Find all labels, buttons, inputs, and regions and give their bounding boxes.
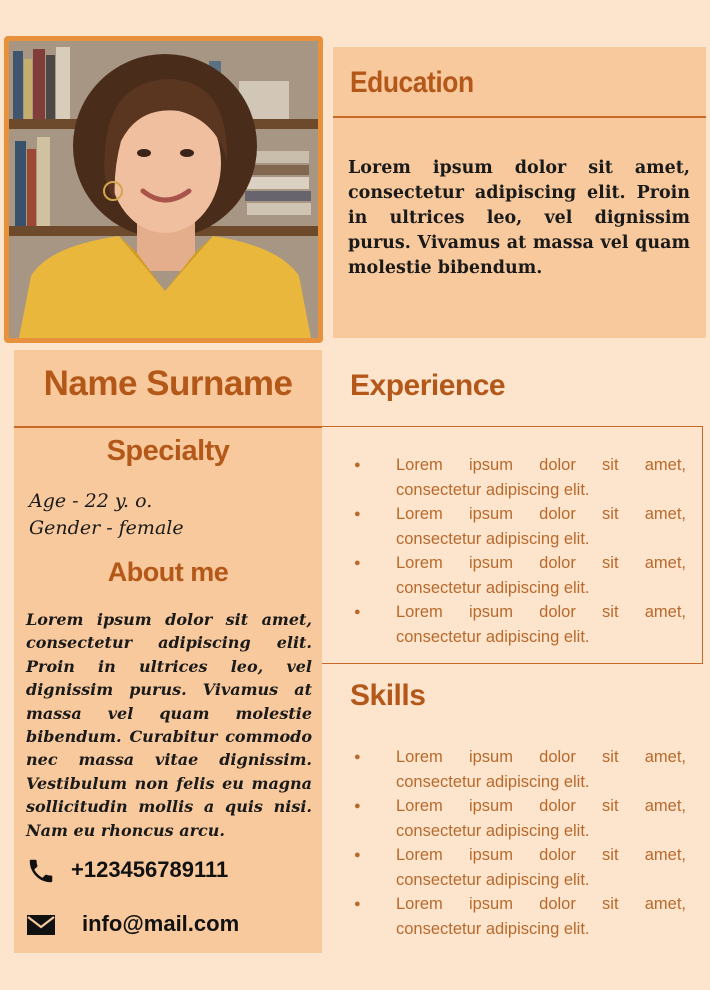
portrait-image [9,41,318,338]
age-text: Age - 22 y. o. [29,490,153,512]
skills-title: Skills [350,679,426,712]
skills-item: ● Lorem ipsum dolor sit amet, consectetur adipiscing elit. [354,892,686,941]
experience-title: Experience [350,369,506,402]
experience-item: ● Lorem ipsum dolor sit amet, consectetur adipiscing elit. [354,600,686,649]
specialty-heading: Specialty [106,435,230,467]
phone-icon [26,856,56,886]
envelope-icon [26,910,56,940]
education-title: Education [350,66,474,99]
experience-item: ● Lorem ipsum dolor sit amet, consectetur adipiscing elit. [354,502,686,551]
phone-number[interactable]: +123456789111 [71,857,229,882]
gender-text: Gender - female [29,517,184,539]
profile-divider [14,426,322,428]
experience-list [354,453,686,649]
skills-item: ● Lorem ipsum dolor sit amet, consectetur adipiscing elit. [354,794,686,843]
about-me-text: Lorem ipsum dolor sit amet, consectetur adipiscing elit. Proin in ultrices leo, vel dignissim purus. Vivamus at massa vel quam molestie bibendum. Curabitur commodo nec massa vitae dignissim. Vestibulum non felis eu magna sollicitudin mollis a quis nisi. Nam eu rhoncus arcu. [26,610,312,840]
skills-list [354,745,686,941]
experience-item: ● Lorem ipsum dolor sit amet, consectetur adipiscing elit. [354,453,686,502]
name-heading: Name Surname [43,364,293,403]
education-text: Lorem ipsum dolor sit amet, consectetur adipiscing elit. Proin in ultrices leo, vel dignissim purus. Vivamus at massa vel quam molestie bibendum. [348,158,690,278]
experience-item: ● Lorem ipsum dolor sit amet, consectetur adipiscing elit. [354,551,686,600]
skills-item: ● Lorem ipsum dolor sit amet, consectetur adipiscing elit. [354,843,686,892]
email-address[interactable]: info@mail.com [82,911,240,936]
profile-photo [4,36,323,343]
education-divider [333,116,706,118]
skills-item: ● Lorem ipsum dolor sit amet, consectetur adipiscing elit. [354,745,686,794]
about-me-heading: About me [107,557,229,587]
